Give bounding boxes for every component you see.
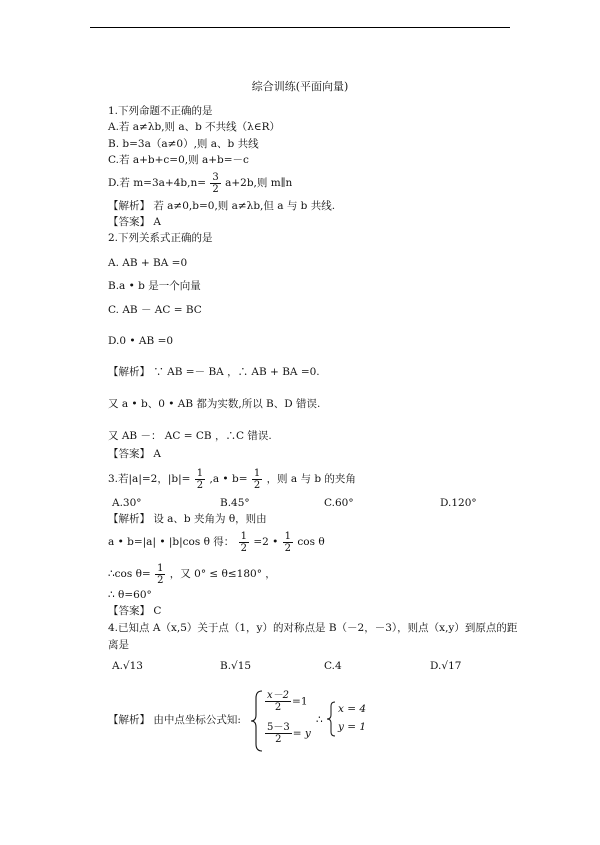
- q1-option-b: B. b=3a（a≠0）,则 a、b 共线: [108, 138, 259, 150]
- q3-f1-denominator: 2: [196, 479, 204, 491]
- q4-stem-line-1: 4.已知点 A（x,5）关于点（1，y）的对称点是 B（－2，－3），则点（x,y）到原点的距: [108, 622, 518, 634]
- q3-a3-numerator: 1: [157, 562, 164, 574]
- page-title: 综合训练(平面向量): [251, 80, 349, 93]
- q3-fraction-1: [195, 468, 205, 491]
- q4-stem-line-2: 离是: [108, 639, 129, 651]
- q3-stem-pre: 3.若|a|=2，|b|=: [108, 473, 191, 485]
- q4-eq1-numerator: x－2: [267, 690, 290, 701]
- q3-analysis-3: [108, 560, 276, 588]
- q3-fraction-2: [252, 468, 262, 491]
- q4-eq1-fraction: [265, 690, 291, 713]
- q2-analysis-1: 【解析】 ∵ AB =－ BA ，∴ AB + BA =0.: [108, 366, 320, 378]
- q2-analysis-2: 又 a • b、0 • AB 都为实数,所以 B、D 错误.: [108, 398, 321, 410]
- q2-option-b: B.a • b 是一个向量: [108, 280, 201, 292]
- q1-d-post: a+2b,则 m∥n: [225, 177, 293, 189]
- q3-a2-f2-numerator: 1: [284, 530, 292, 542]
- q3-a3-post: ，又 0° ≤ θ≤180° ，: [169, 568, 276, 580]
- q4-eq2-fraction: [265, 722, 292, 745]
- q4-left-brace: [250, 690, 264, 752]
- q1-d-numerator: 3: [212, 171, 219, 183]
- q3-a2-f2-denominator: 2: [284, 542, 292, 554]
- q4-analysis: 【解析】 由中点坐标公式知:: [108, 714, 241, 726]
- q3-option-d: D.120°: [440, 497, 477, 509]
- q3-stem-mid: ,a • b=: [209, 473, 248, 485]
- q4-eq2-numerator: 5－3: [267, 722, 290, 733]
- q4-option-d: D.√17: [430, 660, 462, 672]
- q3-analysis-4: ∴ θ=60°: [108, 589, 152, 601]
- q1-d-pre: D.若 m=3a+4b,n=: [108, 177, 207, 189]
- q3-a3-pre: ∴cos θ=: [108, 568, 151, 580]
- q3-a2-fraction-1: [239, 531, 249, 554]
- q4-eq1-denominator: 2: [274, 702, 282, 713]
- q4-equation-1: [264, 690, 308, 713]
- header-rule: [90, 27, 510, 28]
- q3-f1-numerator: 1: [196, 467, 204, 479]
- q3-a3-fraction: [155, 563, 165, 586]
- q3-f2-denominator: 2: [253, 479, 261, 491]
- q3-a3-denominator: 2: [157, 574, 164, 586]
- q4-eq2-denominator: 2: [275, 734, 282, 745]
- q3-a2-f1-denominator: 2: [240, 542, 247, 554]
- q3-answer: 【答案】 C: [108, 605, 162, 617]
- q3-option-a: A.30°: [112, 497, 142, 509]
- q1-answer: 【答案】 A: [108, 216, 161, 228]
- q1-option-a: A.若 a≠λb,则 a、b 不共线（λ∈R）: [108, 121, 281, 133]
- q2-answer: 【答案】 A: [108, 448, 161, 460]
- q4-eq2-rhs: = y: [292, 727, 311, 740]
- q4-solution-y: y = 1: [338, 721, 367, 733]
- q3-stem: [108, 465, 356, 493]
- q2-option-a: A. AB + BA =0: [108, 257, 188, 269]
- q3-f2-numerator: 1: [253, 467, 261, 479]
- q3-stem-post: ，则 a 与 b 的夹角: [266, 473, 356, 485]
- q4-right-brace: [326, 701, 336, 737]
- q4-solution-x: x = 4: [338, 703, 367, 715]
- q2-stem: 2.下列关系式正确的是: [108, 232, 213, 244]
- q4-option-a: A.√13: [112, 660, 143, 672]
- q2-option-d: D.0 • AB =0: [108, 335, 174, 347]
- q4-option-b: B.√15: [220, 660, 252, 672]
- q3-analysis-2: [108, 528, 325, 556]
- q1-stem: 1.下列命题不正确的是: [108, 105, 213, 117]
- q4-eq1-rhs: =1: [292, 695, 308, 708]
- q3-option-c: C.60°: [324, 497, 354, 509]
- q3-a2-f1-numerator: 1: [240, 530, 247, 542]
- q4-equation-2: [264, 722, 311, 745]
- q3-a2-mid: =2 •: [253, 536, 279, 548]
- q3-a2-post: cos θ: [297, 536, 325, 548]
- q4-option-c: C.4: [324, 660, 342, 672]
- q3-a2-pre: a • b=|a| • |b|cos θ 得：: [108, 536, 235, 548]
- q2-option-c: C. AB － AC = BC: [108, 304, 202, 316]
- q4-therefore: ∴: [316, 714, 323, 726]
- q1-option-c: C.若 a+b+c=0,则 a+b=－c: [108, 154, 249, 166]
- q1-analysis: 【解析】 若 a≠0,b=0,则 a≠λb,但 a 与 b 共线.: [108, 200, 336, 212]
- q3-analysis-1: 【解析】 设 a、b 夹角为 θ，则由: [108, 513, 267, 525]
- q1-d-denominator: 2: [212, 183, 219, 195]
- q1-option-d: [108, 168, 292, 198]
- q3-option-b: B.45°: [220, 497, 250, 509]
- q1-d-fraction: [210, 172, 220, 195]
- q2-analysis-3: 又 AB －： AC = CB ，∴C 错误.: [108, 430, 272, 442]
- q3-a2-fraction-2: [283, 531, 293, 554]
